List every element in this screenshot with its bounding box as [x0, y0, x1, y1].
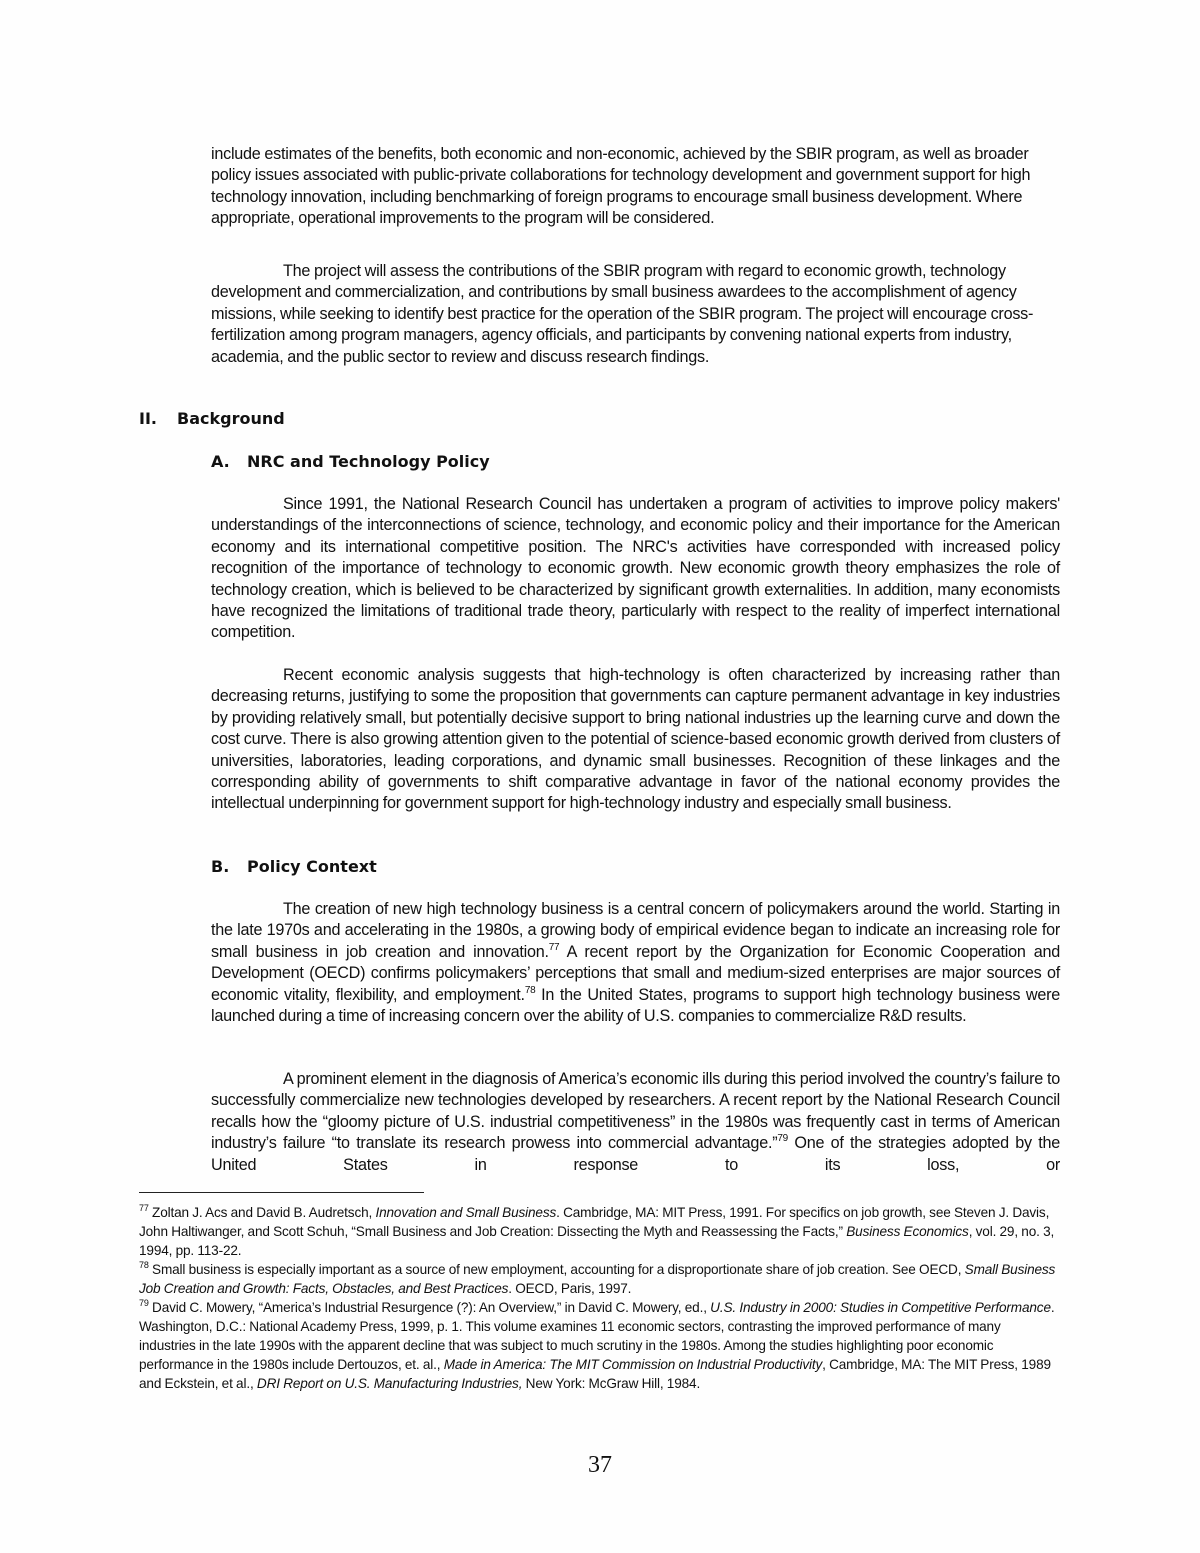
footnote-number: 78	[139, 1260, 149, 1270]
footnote-79	[139, 1298, 1059, 1393]
text-segment: A prominent element in the diagnosis of America’s economic ills during this period involved the country’s failure to successfully commercialize new technologies developed by researchers. A recent report by the National Research Council recalls how the “gloomy picture of U.S. industrial competitiveness” in the 1980s was frequently cast in terms of American industry’s failure “to translate its research prowess into commercial advantage.”	[211, 1070, 1060, 1153]
footnote-separator	[139, 1192, 424, 1193]
footnote-78	[139, 1260, 1059, 1298]
footnote-text: , vol. 29, no. 3, 1994, pp. 113-22.	[139, 1224, 1055, 1258]
footnote-number: 77	[139, 1203, 149, 1213]
section-title: Background	[177, 409, 285, 428]
footnote-77	[139, 1203, 1059, 1260]
intro-paragraph-project-assessment: The project will assess the contributions of the SBIR program with regard to economic growth, technology development and commercialization, and contributions by small business awardees to the accomplishment of agency missions, while seeking to identify best practice for the operation of the SBIR program. The project will encourage cross-fertilization among program managers, agency officials, and participants by convening national experts from industry, academia, and the public sector to review and discuss research findings.	[211, 262, 1034, 366]
section-heading	[139, 409, 285, 428]
footnote-ref-78[interactable]: 78	[524, 984, 536, 996]
subsection-title: Policy Context	[247, 857, 377, 876]
text-segment: One of the strategies adopted by the United States in response to its loss, or	[211, 1134, 1061, 1174]
page-number: 37	[588, 1452, 612, 1478]
footnote-text: , Cambridge, MA: The MIT Press, 1989 and Eckstein, et al.,	[139, 1357, 1051, 1391]
subsection-heading-a	[211, 452, 490, 471]
text-segment: The creation of new high technology business is a central concern of policymakers around the world. Starting in the late 1970s and accelerating in the 1980s, a growing body of empirical evidence began to indicate an increasing role for small business in job creation and innovation.	[211, 900, 1060, 961]
footnote-text: . OECD, Paris, 1997.	[508, 1281, 632, 1296]
citation-title: U.S. Industry in 2000: Studies in Competitive Performance	[710, 1300, 1051, 1315]
footnotes	[139, 1203, 1059, 1393]
paragraph-economic-analysis: Recent economic analysis suggests that high-technology is often characterized by increasing rather than decreasing returns, justifying to some the proposition that governments can capture permanent advantage in key industries by providing relatively small, but potentially decisive support to bring national industries up the learning curve and down the cost curve. There is also growing attention given to the potential of science-based economic growth derived from clusters of universities, laboratories, leading corporations, and dynamic small businesses. Recognition of these linkages and the corresponding ability of governments to shift comparative advantage in favor of the national economy provides the intellectual underpinning for government support for high-technology industry and especially small business.	[211, 666, 1060, 813]
text-segment: In the United States, programs to support high technology business were launched during a time of increasing concern over the ability of U.S. companies to commercialize R&D results.	[211, 985, 1060, 1026]
section-number: II.	[139, 409, 157, 428]
subsection-letter: A.	[211, 452, 230, 471]
subsection-title: NRC and Technology Policy	[247, 452, 490, 471]
subsection-heading-b	[211, 857, 377, 876]
intro-paragraph-continued: include estimates of the benefits, both economic and non-economic, achieved by the SBIR program, as well as broader policy issues associated with public-private collaborations for technology development and government support for high technology innovation, including benchmarking of foreign programs to encourage small business development. Where appropriate, operational improvements to the program will be considered.	[211, 145, 1031, 228]
subsection-letter: B.	[211, 857, 230, 876]
footnote-text: . Cambridge, MA: MIT Press, 1991. For specifics on job growth, see Steven J. Davis, John Haltiwanger, and Scott Schuh, “Small Business and Job Creation: Dissecting the Myth and Reassessing the Facts,”	[139, 1205, 1050, 1239]
footnote-text: . Washington, D.C.: National Academy Press, 1999, p. 1. This volume examines 11 economic sectors, contrasting the improved performance of many industries in the late 1990s with the apparent decline that was subject to much scrutiny in the 1980s. Among the studies highlighting poor economic performance in the 1980s include Dertouzos, et. al.,	[139, 1300, 1055, 1372]
text-segment: A recent report by the Organization for Economic Cooperation and Development (OECD) confirms policymakers’ perceptions that small and medium-sized enterprises are major sources of economic vitality, flexibility, and employment.	[211, 942, 1061, 1004]
footnote-text: Small business is especially important as a source of new employment, accounting for a disproportionate share of job creation. See OECD,	[148, 1262, 965, 1277]
citation-title: Made in America: The MIT Commission on Industrial Productivity	[443, 1357, 823, 1372]
footnote-text: New York: McGraw Hill, 1984.	[522, 1376, 701, 1391]
paragraph-diagnosis	[211, 1069, 1060, 1176]
citation-title: Business Economics	[846, 1224, 969, 1239]
footnote-ref-79[interactable]: 79	[777, 1133, 788, 1145]
citation-title: Small Business Job Creation and Growth: Facts, Obstacles, and Best Practices	[139, 1262, 1056, 1296]
footnote-ref-77[interactable]: 77	[548, 941, 560, 953]
paragraph-nrc-activities: Since 1991, the National Research Council has undertaken a program of activities to improve policy makers' understandings of the interconnections of science, technology, and economic policy and their importance for the American economy and its international competitive position. The NRC's activities have corresponded with increased policy recognition of the importance of technology to economic growth. New economic growth theory emphasizes the role of technology creation, which is believed to be characterized by significant growth externalities. In addition, many economists have recognized the limitations of traditional trade theory, particularly with respect to the reality of imperfect international competition.	[211, 495, 1060, 642]
citation-title: DRI Report on U.S. Manufacturing Industries,	[256, 1376, 523, 1391]
footnote-text: David C. Mowery, “America’s Industrial Resurgence (?): An Overview,” in David C. Mowery, ed.,	[148, 1300, 711, 1315]
footnote-text: Zoltan J. Acs and David B. Audretsch,	[148, 1205, 376, 1220]
footnote-number: 79	[139, 1298, 149, 1308]
paragraph-policy-context	[211, 899, 1060, 1027]
citation-title: Innovation and Small Business	[375, 1205, 557, 1220]
